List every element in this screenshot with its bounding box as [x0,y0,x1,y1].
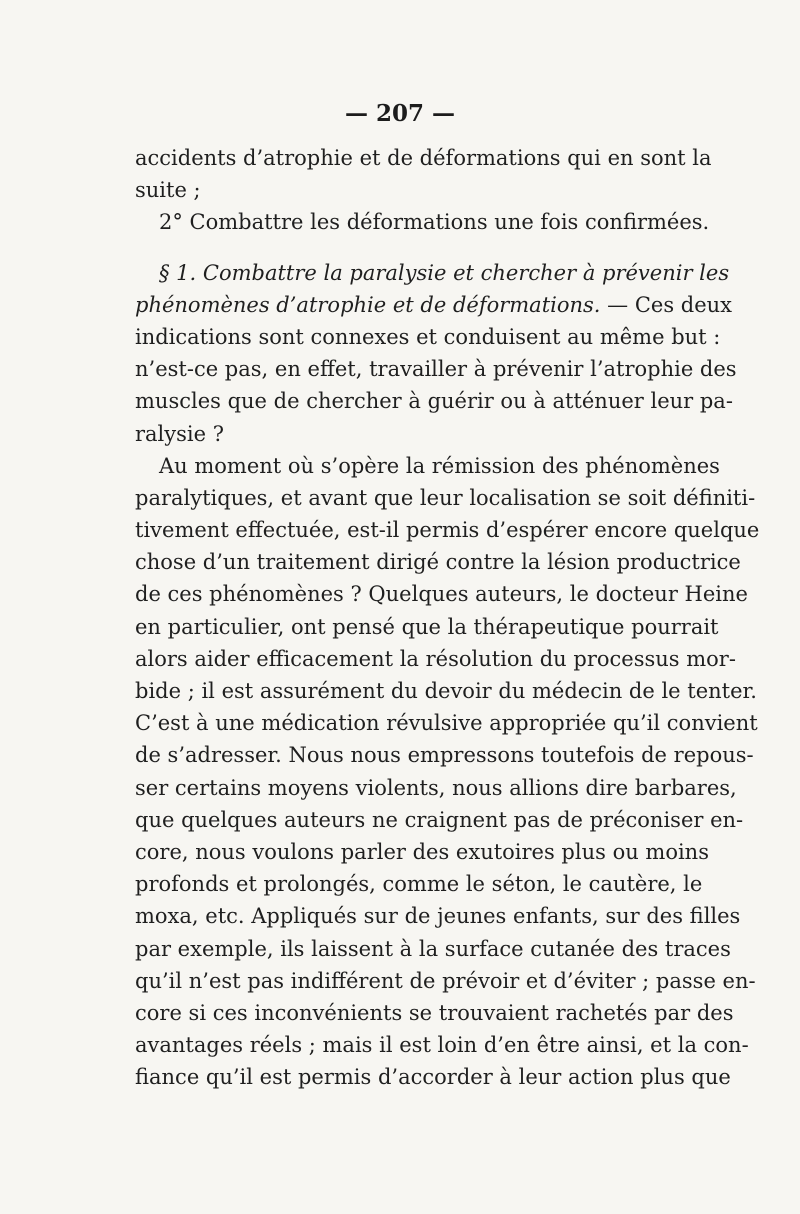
text-line: core, nous voulons parler des exutoires plus ou moins [135,839,709,864]
text-line: moxa, etc. Appliqués sur de jeunes enfants, sur des filles [135,904,741,929]
text-line: n’est-ce pas, en effet, travailler à prévenir l’atrophie des [135,357,737,382]
text-line: indications sont connexes et conduisent au même but : [135,324,721,349]
text-line: paralytiques, et avant que leur localisation se soit définiti- [135,485,756,510]
text-line: qu’il n’est pas indifférent de prévoir et d’éviter ; passe en- [135,968,756,993]
text-line: bide ; il est assurément du devoir du médecin de le tenter. [135,679,757,703]
text-line: accidents d’atrophie et de déformations qui en sont la [135,146,712,170]
text-line: de ces phénomènes ? Quelques auteurs, le docteur Heine [135,582,748,607]
text-line [135,289,733,321]
text-line: ralysie ? [135,421,224,446]
text-line: par exemple, ils laissent à la surface cutanée des traces [135,936,731,961]
section-heading-cont: phénomènes d’atrophie et de déformations. [135,292,601,317]
page-number: — 207 — [344,100,456,127]
text-line: 2° Combattre les déformations une fois confirmées. [159,210,710,235]
text-line: fiance qu’il est permis d’accorder à leur action plus que [135,1065,731,1090]
text-line: Au moment où s’opère la rémission des phénomènes [159,453,720,478]
text-line: muscles que de chercher à guérir ou à atténuer leur pa- [135,389,733,414]
text-line: core si ces inconvénients se trouvaient rachetés par des [135,1000,734,1025]
text-line: que quelques auteurs ne craignent pas de préconiser en- [135,807,744,832]
text-line: en particulier, ont pensé que la thérapeutique pourrait [135,614,719,639]
section-heading: § 1. Combattre la paralysie et chercher à prévenir les [159,260,730,285]
text-line: de s’adresser. Nous nous empressons toutefois de repous- [135,743,754,768]
text-fragment: — Ces deux [600,292,733,317]
text-line: chose d’un traitement dirigé contre la lésion productrice [135,550,741,575]
text-line: C’est à une médication révulsive appropriée qu’il convient [135,711,758,736]
body-text [135,142,760,1093]
text-line: ser certains moyens violents, nous allions dire barbares, [135,775,737,800]
text-line: suite ; [135,178,201,203]
text-line: profonds et prolongés, comme le séton, le cautère, le [135,872,703,897]
text-line: avantages réels ; mais il est loin d’en être ainsi, et la con- [135,1033,749,1058]
text-line: alors aider efficacement la résolution du processus mor- [135,646,736,671]
text-line: tivement effectuée, est-il permis d’espérer encore quelque [135,518,760,543]
paragraph-gap [135,239,680,257]
